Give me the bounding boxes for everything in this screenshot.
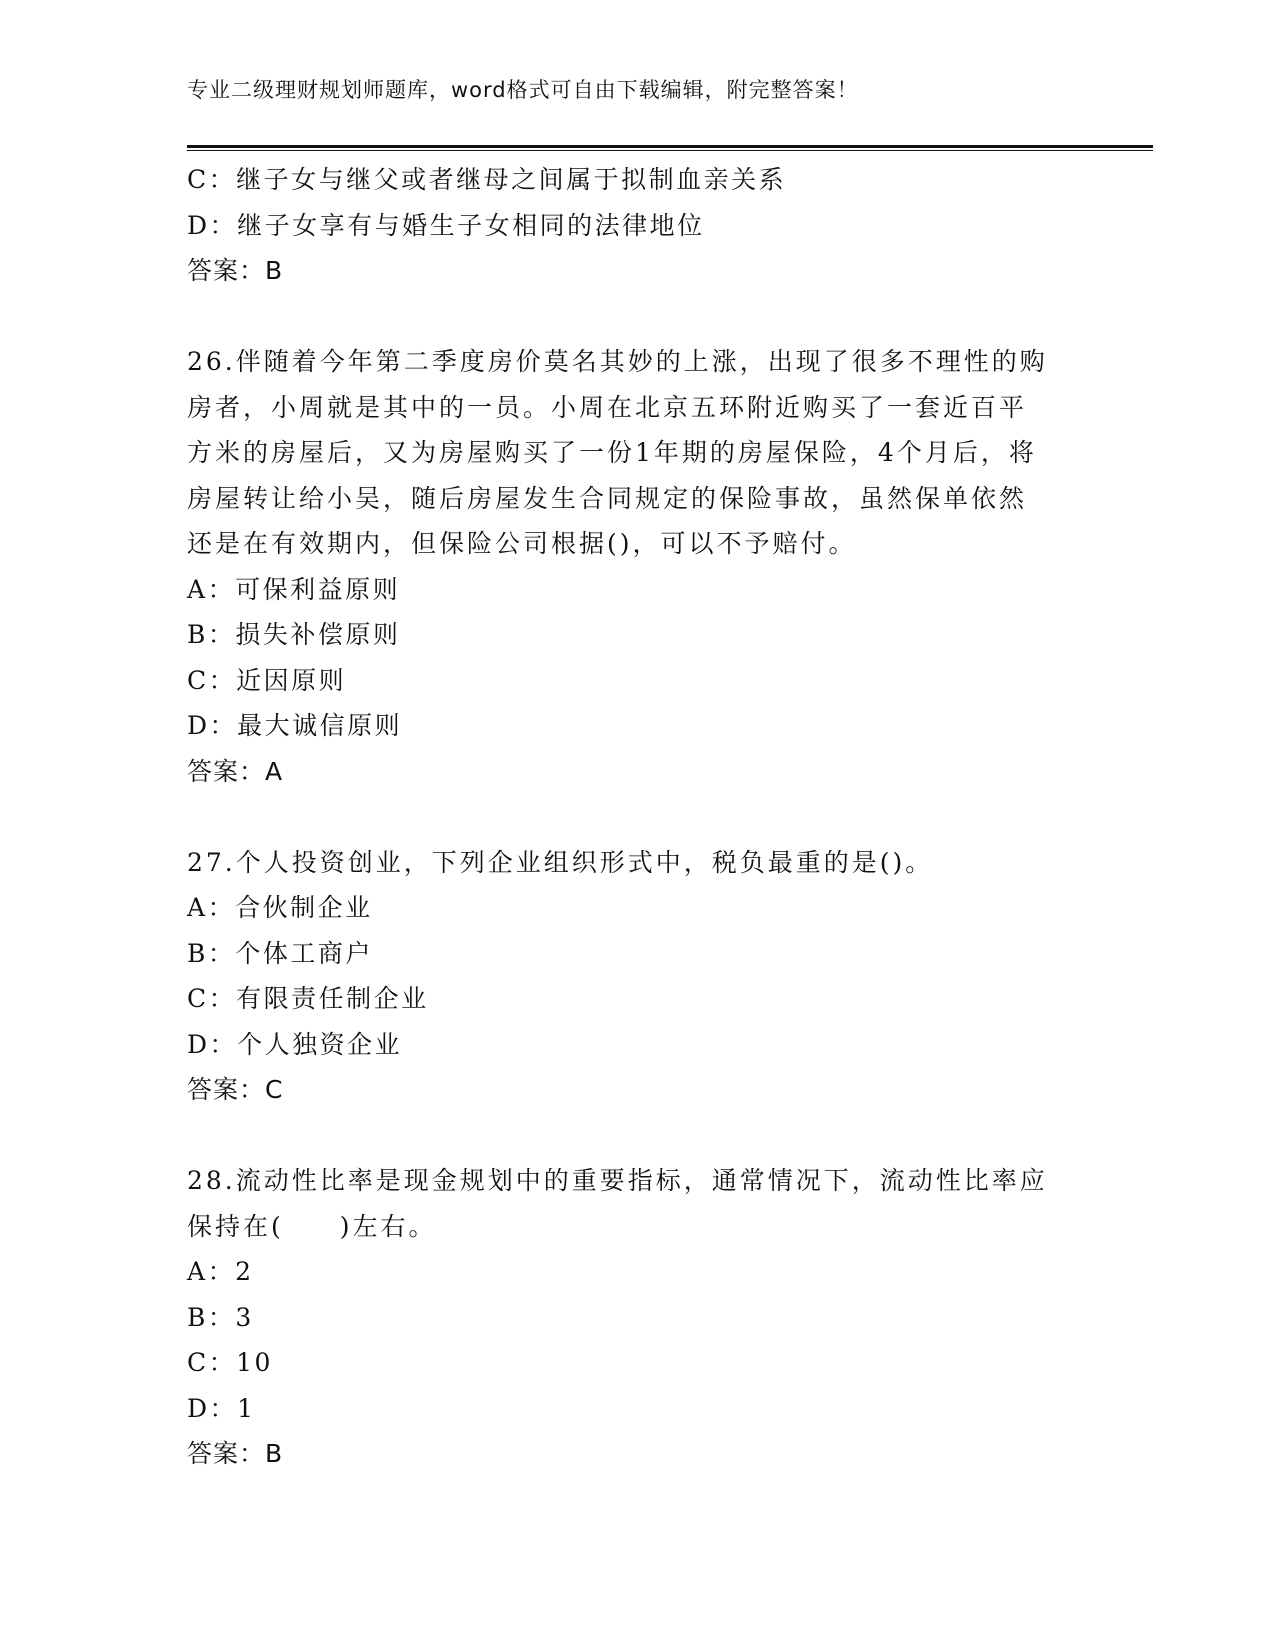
option-d: D：个人独资企业 — [187, 1029, 403, 1059]
option-c: C：继子女与继父或者继母之间属于拟制血亲关系 — [187, 165, 787, 194]
option-a: A：可保利益原则 — [187, 574, 401, 604]
answer-line: 答案：B — [187, 1439, 284, 1468]
document-body — [187, 157, 1087, 1477]
question-stem: 方米的房屋后，又为房屋购买了一份1年期的房屋保险，4个月后，将 — [187, 438, 1037, 467]
question-stem: 还是在有效期内，但保险公司根据()，可以不予赔付。 — [187, 529, 857, 558]
header-rule — [187, 145, 1153, 151]
option-b: B：3 — [187, 1302, 254, 1332]
option-d: D：最大诚信原则 — [187, 711, 403, 740]
question-stem: 房者，小周就是其中的一员。小周在北京五环附近购买了一套近百平 — [187, 392, 1028, 422]
option-c: C：近因原则 — [187, 665, 347, 695]
question-stem: 28.流动性比率是现金规划中的重要指标，通常情况下，流动性比率应 — [187, 1166, 1048, 1195]
option-d: D：1 — [187, 1393, 256, 1423]
option-c: C：有限责任制企业 — [187, 984, 429, 1013]
question-26 — [187, 339, 1087, 794]
option-c: C：10 — [187, 1348, 273, 1377]
option-b: B：损失补偿原则 — [187, 620, 401, 649]
option-b: B：个体工商户 — [187, 938, 373, 968]
option-a: A：合伙制企业 — [187, 893, 373, 922]
answer-line: 答案：B — [187, 256, 284, 285]
question-28 — [187, 1158, 1087, 1477]
question-stem: 保持在( )左右。 — [187, 1211, 437, 1241]
answer-line: 答案：A — [187, 756, 284, 786]
question-stem: 27.个人投资创业，下列企业组织形式中，税负最重的是()。 — [187, 847, 934, 877]
option-a: A：2 — [187, 1257, 254, 1286]
question-27 — [187, 840, 1087, 1113]
answer-line: 答案：C — [187, 1075, 284, 1104]
option-d: D：继子女享有与婚生子女相同的法律地位 — [187, 210, 705, 240]
page-header: 专业二级理财规划师题库，word格式可自由下载编辑，附完整答案！ — [187, 78, 859, 102]
question-stem: 房屋转让给小吴，随后房屋发生合同规定的保险事故，虽然保单依然 — [187, 483, 1028, 513]
question-stem: 26.伴随着今年第二季度房价莫名其妙的上涨，出现了很多不理性的购 — [187, 347, 1048, 376]
